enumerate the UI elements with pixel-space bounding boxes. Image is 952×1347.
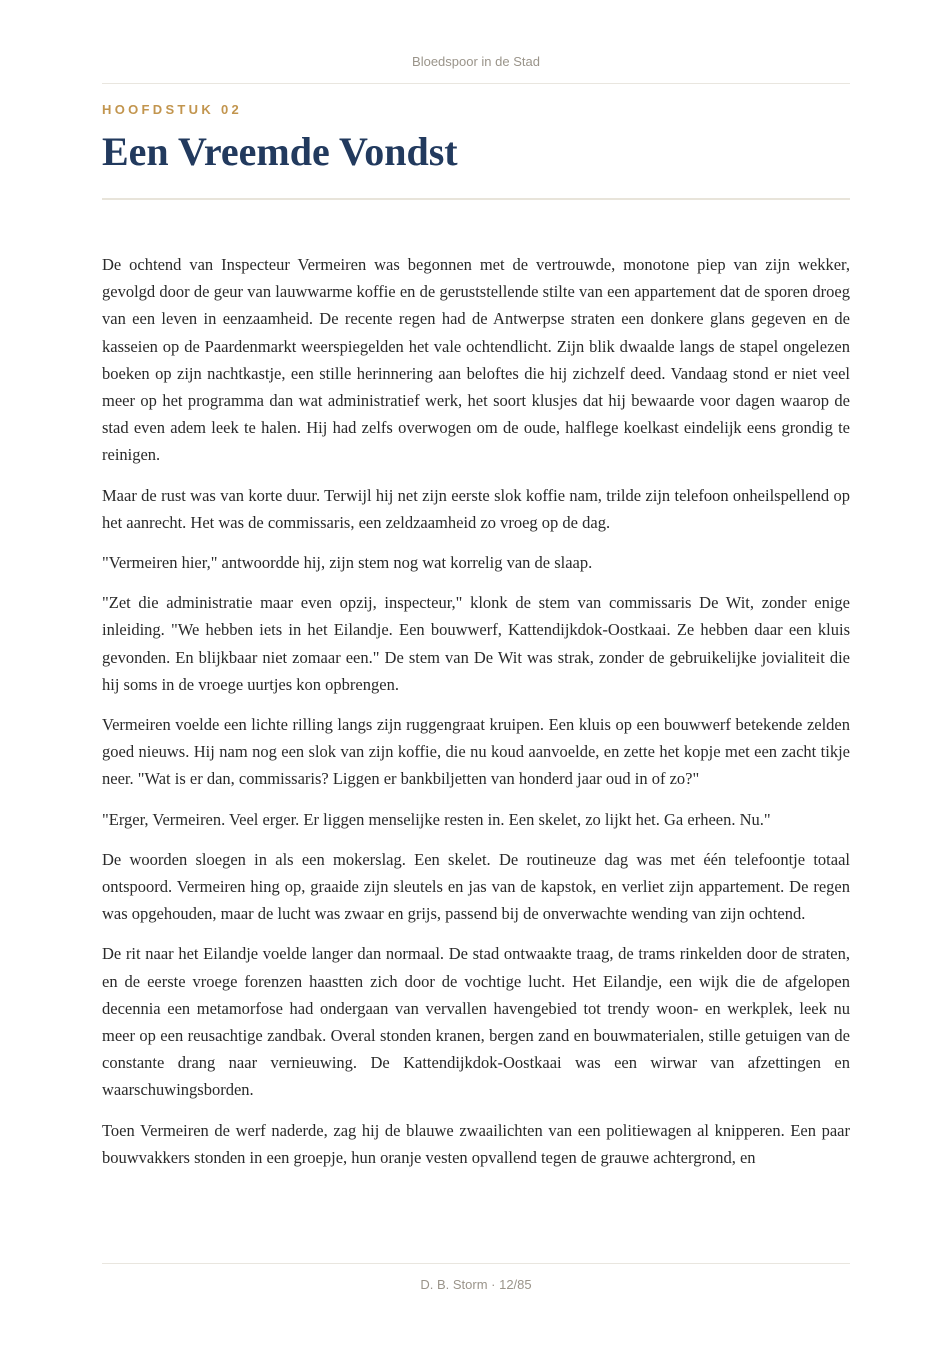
title-divider <box>102 198 850 200</box>
paragraph: Toen Vermeiren de werf naderde, zag hij de blauwe zwaailichten van een politiewagen al knipperen. Een paar bouwvakkers stonden in een groepje, hun oranje vesten opvallend tegen de grauwe achtergrond, en <box>102 1120 850 1167</box>
paragraph: Maar de rust was van korte duur. Terwijl hij net zijn eerste slok koffie nam, trilde zijn telefoon onheilspellend op het aanrecht. Het was de commissaris, een zeldzaamheid zo vroeg op de dag. <box>102 485 850 532</box>
header-divider <box>102 83 850 84</box>
paragraph: De ochtend van Inspecteur Vermeiren was begonnen met de vertrouwde, monotone piep van zijn wekker, gevolgd door de geur van lauwwarme koffie en de geruststellende stilte van een appartement dat de sporen droeg van een leven in eenzaamheid. De recente regen had de Antwerpse straten een donkere glans gegeven en de kasseien op de Paardenmarkt weerspiegelden het vale ochtendlicht. Zijn blik dwaalde langs de stapel ongelezen boeken op zijn nachtkastje, een stille herinnering aan beloftes die hij zichzelf deed. Vandaag stond er niet veel meer op het programma dan wat administratief werk, het soort klusjes dat hij bewaarde voor dagen waarop de stad even adem leek te halen. Hij had zelfs overwogen om de oude, halflege koelkast eindelijk eens grondig te reinigen. <box>102 255 850 465</box>
paragraph: "Zet die administratie maar even opzij, inspecteur," klonk de stem van commissaris De Wit, zonder enige inleiding. "We hebben iets in het Eilandje. Een bouwwerf, Kattendijkdok-Oostkaai. Ze hebben daar een kluis gevonden. En blijkbaar niet zomaar een." De stem van De Wit was strak, zonder de gebruikelijke jovialiteit die hij soms in de vroege uurtjes kon opbrengen. <box>102 593 850 694</box>
chapter-label: HOOFDSTUK 02 <box>102 102 243 117</box>
paragraph: "Vermeiren hier," antwoordde hij, zijn stem nog wat korrelig van de slaap. <box>102 553 593 573</box>
chapter-title: Een Vreemde Vondst <box>102 129 458 174</box>
page-footer: D. B. Storm · 12/85 <box>420 1277 532 1292</box>
footer-divider <box>102 1263 850 1264</box>
paragraph: "Erger, Vermeiren. Veel erger. Er liggen menselijke resten in. Een skelet, zo lijkt het. Ga erheen. Nu." <box>102 809 771 829</box>
running-title: Bloedspoor in de Stad <box>412 54 540 69</box>
chapter-body <box>102 251 850 1201</box>
paragraph: Vermeiren voelde een lichte rilling langs zijn ruggengraat kruipen. Een kluis op een bouwwerf betekende zelden goed nieuws. Hij nam nog een slok van zijn koffie, die nu koud aanvoelde, en zette het kopje met een zacht tikje neer. "Wat is er dan, commissaris? Liggen er bankbiljetten van honderd jaar oud in of zo?" <box>102 715 850 789</box>
paragraph: De woorden sloegen in als een mokerslag. Een skelet. De routineuze dag was met één telefoontje totaal ontspoord. Vermeiren hing op, graaide zijn sleutels en jas van de kapstok, en verliet zijn appartement. De regen was opgehouden, maar de lucht was zwaar en grijs, passend bij de onverwachte wending van zijn ochtend. <box>102 849 850 924</box>
paragraph: De rit naar het Eilandje voelde langer dan normaal. De stad ontwaakte traag, de trams rinkelden door de straten, en de eerste vroege forenzen haastten zich door de vochtige lucht. Het Eilandje, een wijk die de afgelopen decennia een metamorfose had ondergaan van vervallen havengebied tot trendy woon- en werkplek, leek nu meer op een reusachtige zandbak. Overal stonden kranen, bergen zand en bouwmaterialen, stille getuigen van de constante drang naar vernieuwing. De Kattendijkdok-Oostkaai was een wirwar van afzettingen en waarschuwingsborden. <box>102 944 850 1100</box>
book-page <box>102 0 850 1347</box>
body-text <box>102 251 850 1184</box>
